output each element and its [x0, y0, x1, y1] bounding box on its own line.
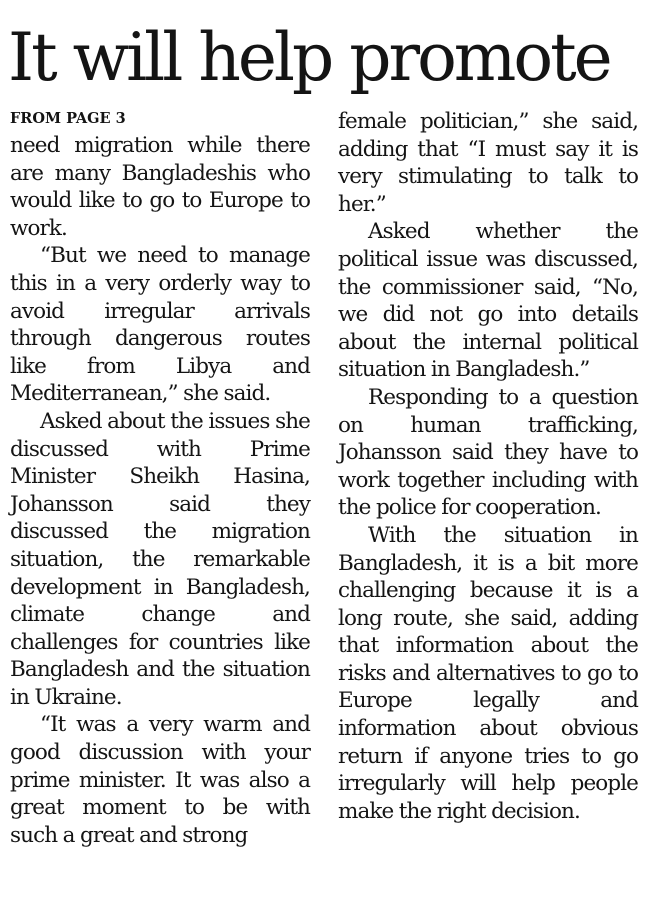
paragraph: need migration while there are many Bangladeshis who would like to go to Europe to work.	[10, 133, 310, 241]
headline: It will help promote	[8, 19, 610, 96]
paragraph: Asked whether the political issue was discussed, the commissioner said, “No, we did not go into details about the internal political situation in Bangladesh.”	[338, 219, 638, 383]
paragraph: “It was a very warm and good discussion with your prime minister. It was also a great moment to be with such a great and strong	[10, 712, 310, 848]
paragraph: With the situation in Bangladesh, it is a bit more challenging because it is a long route, she said, adding that information about the risks and alternatives to go to Europe legally and information about obvious return if anyone tries to go irregularly will help people make the right decision.	[338, 522, 638, 824]
continued-from-label: FROM PAGE 3	[10, 110, 126, 127]
article-column-right	[338, 108, 638, 825]
paragraph: Responding to a question on human trafficking, Johansson said they have to work together including with the police for cooperation.	[338, 384, 638, 521]
paragraph: “But we need to manage this in a very orderly way to avoid irregular arrivals through dangerous routes like from Libya and Mediterranean,” she said.	[10, 243, 310, 407]
paragraph: Asked about the issues she discussed with Prime Minister Sheikh Hasina, Johansson said they discussed the migration situation, the remarkable development in Bangladesh, climate change and challenges for countries like Bangladesh and the situation in Ukraine.	[10, 408, 310, 710]
paragraph: female politician,” she said, adding that “I must say it is very stimulating to talk to her.”	[338, 109, 638, 217]
article-column-left	[10, 106, 310, 849]
